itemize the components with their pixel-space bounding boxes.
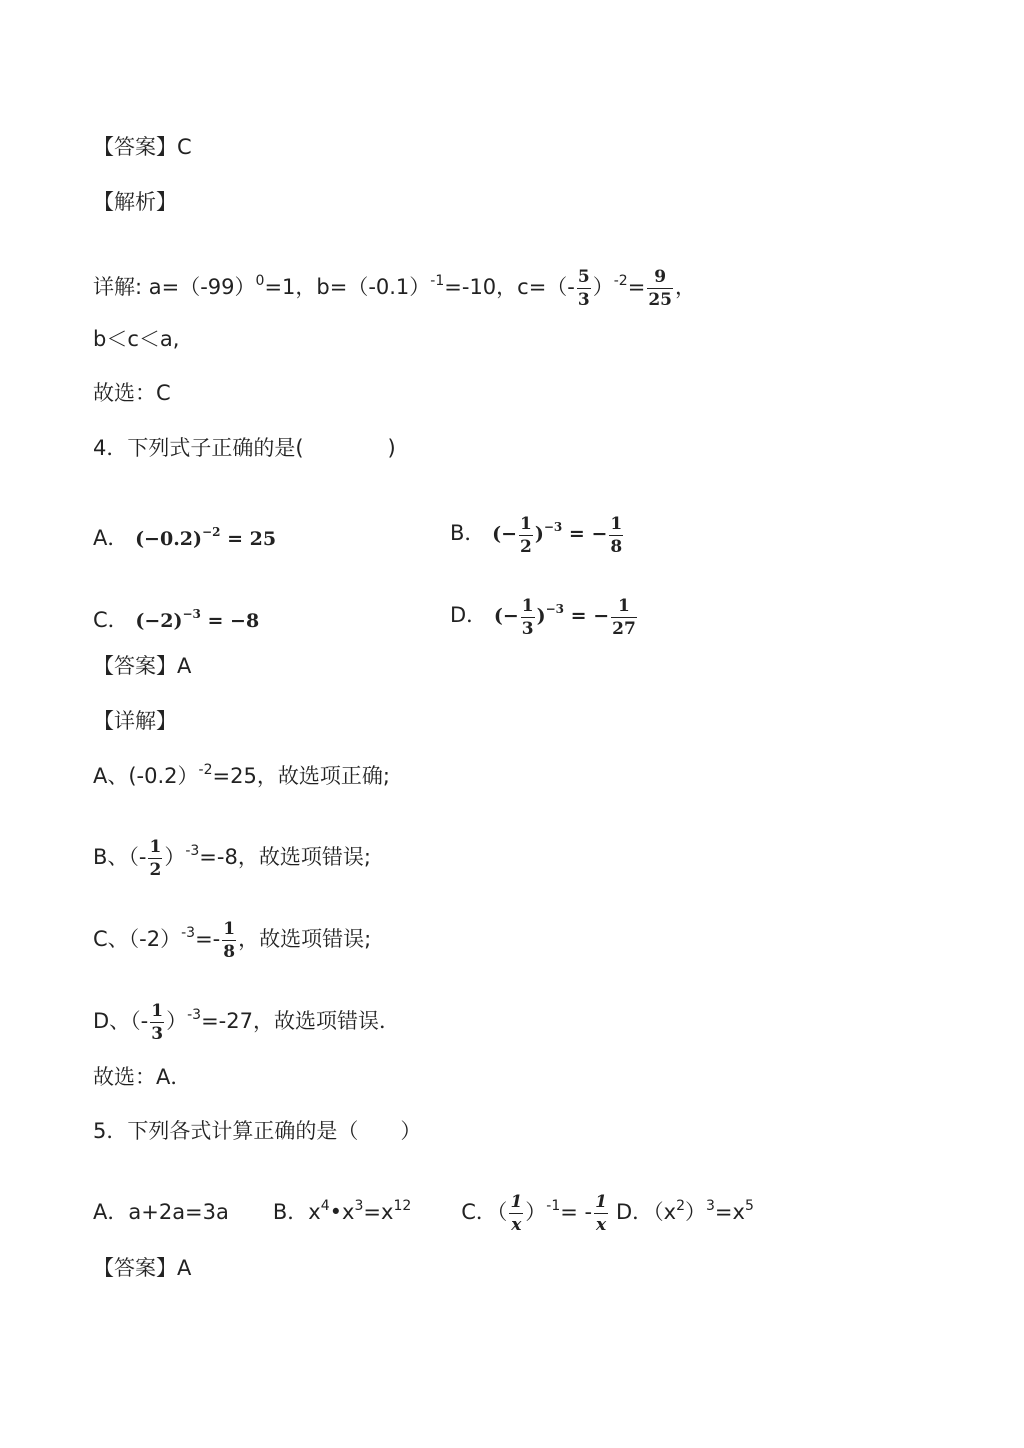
q5-option-c-result-numerator: 1	[595, 1191, 607, 1212]
q5-option-b-eq: =x	[363, 1200, 394, 1224]
q4-detail-a-exp: -2	[198, 762, 213, 778]
q4-detail-b-denominator: 2	[149, 859, 162, 880]
q5-option-d-exp1: 2	[676, 1198, 685, 1214]
q5-stem: 5．下列各式计算正确的是（ ）	[93, 1119, 422, 1143]
q4-detail-c-mid: =-	[195, 927, 221, 951]
q4-detail-b-close: ）	[164, 845, 186, 869]
q5-option-c-exp: -1	[546, 1198, 561, 1214]
q4-detail-heading: 【详解】	[93, 709, 177, 733]
q5-option-c-pre: C．（	[461, 1200, 508, 1224]
q4-option-b-result-numerator: 1	[610, 513, 623, 534]
q5-option-c-numerator: 1	[510, 1191, 523, 1212]
fraction-result-numerator: 9	[647, 267, 673, 289]
q5-options-row	[93, 1176, 754, 1248]
q4-option-d-result	[611, 596, 637, 639]
q5-option-a: A．a+2a=3a	[93, 1200, 229, 1224]
analysis-heading: 【解析】	[93, 190, 177, 214]
q4-option-d-exp: −3	[545, 602, 565, 616]
q5-option-b	[273, 1200, 411, 1224]
q4-option-d-open: (−	[493, 605, 519, 627]
q5-option-b-exp2: 3	[354, 1198, 364, 1214]
q4-option-c	[93, 590, 259, 651]
q4-option-c-rhs: = −8	[207, 610, 260, 632]
q4-option-d-formula	[493, 595, 639, 639]
q4-detail-c-post: ，故选项错误;	[238, 927, 372, 951]
q4-detail-b	[93, 821, 371, 893]
q4-detail-a	[93, 761, 390, 791]
choice-q3: 故选：C	[93, 381, 171, 405]
q5-option-d-exp3: 5	[744, 1198, 754, 1214]
q4-option-a-base: (−0.2)	[135, 528, 203, 550]
q4-option-c-label: C．	[93, 608, 129, 632]
q4-option-b-fraction	[519, 514, 533, 557]
q4-option-d-numerator: 1	[521, 595, 534, 616]
q4-option-b	[450, 493, 625, 574]
q4-detail-c-numerator: 1	[223, 918, 236, 939]
answer-q3: 【答案】C	[93, 135, 192, 159]
fraction-c-numerator: 5	[577, 266, 590, 287]
detail-q3	[93, 252, 696, 322]
q4-detail-d	[93, 985, 400, 1057]
q4-option-d-denominator: 3	[521, 618, 534, 639]
q5-option-d-eq: =x	[714, 1200, 745, 1224]
q5-option-c	[461, 1191, 610, 1235]
q4-detail-d-denominator: 3	[151, 1023, 164, 1044]
q5-option-c-fraction	[509, 1192, 523, 1235]
exp-c: -2	[613, 273, 628, 289]
q4-detail-b-pre: B、（-	[93, 845, 147, 869]
q4-option-a	[93, 508, 276, 569]
q4-option-b-result	[609, 514, 623, 557]
detail-q3-tail: ，	[674, 275, 696, 299]
q4-option-a-exp: −2	[202, 525, 221, 539]
q4-detail-b-fraction	[148, 837, 162, 880]
q4-detail-d-pre: D、（-	[93, 1009, 149, 1033]
q4-option-d	[450, 575, 639, 656]
fraction-result-denominator: 25	[648, 289, 672, 310]
q4-detail-d-numerator: 1	[151, 1000, 164, 1021]
q4-detail-d-exp: -3	[187, 1007, 202, 1023]
q5-option-b-exp1: 4	[320, 1198, 330, 1214]
q4-option-b-denominator: 2	[520, 536, 532, 557]
q4-detail-c	[93, 903, 371, 975]
q5-option-d-pre: D．（x	[615, 1200, 677, 1224]
q4-detail-c-exp: -3	[181, 925, 196, 941]
q4-option-d-fraction	[521, 596, 535, 639]
fraction-result	[647, 267, 673, 310]
q4-detail-d-post: =-27，故选项错误．	[201, 1009, 400, 1033]
q4-answer: 【答案】A	[93, 654, 192, 678]
q5-option-b-mid: •x	[329, 1200, 355, 1224]
exp-a: 0	[255, 273, 265, 289]
q4-stem: 4．下列式子正确的是( )	[93, 436, 396, 460]
q5-option-c-close: ）	[525, 1200, 547, 1224]
q4-detail-c-fraction	[222, 919, 236, 962]
q4-detail-b-post: =-8，故选项错误;	[199, 845, 371, 869]
detail-q3-prefix: 详解: a=（-99）	[93, 275, 256, 299]
detail-q3-part-c: =-10，c=（-	[444, 275, 575, 299]
q5-option-d-exp2: 3	[705, 1198, 715, 1214]
q4-option-d-eq: = −	[570, 605, 610, 627]
q5-option-c-result	[594, 1192, 608, 1235]
q4-option-c-exp: −3	[182, 607, 201, 621]
detail-q3-close: ）	[592, 275, 614, 299]
q4-detail-d-close: ）	[166, 1009, 188, 1033]
q4-option-a-formula	[135, 525, 277, 550]
q4-option-a-label: A．	[93, 526, 129, 550]
q5-option-c-denominator: x	[511, 1214, 522, 1235]
q4-option-b-formula	[492, 513, 625, 557]
fraction-c-denominator: 3	[577, 289, 590, 310]
q4-option-b-eq: = −	[568, 523, 608, 545]
q5-option-c-result-denominator: x	[595, 1214, 607, 1235]
exp-b: -1	[430, 273, 445, 289]
detail-q3-part-b: =1，b=（-0.1）	[264, 275, 431, 299]
q4-option-d-close: )	[536, 605, 546, 627]
q4-choice: 故选：A．	[93, 1065, 192, 1089]
q4-detail-d-fraction	[150, 1001, 164, 1044]
q4-option-c-formula	[135, 607, 260, 632]
q4-option-b-exp: −3	[543, 520, 563, 534]
q4-detail-b-numerator: 1	[149, 836, 162, 857]
q4-option-b-numerator: 1	[520, 513, 532, 534]
compare-q3: b＜c＜a,	[93, 327, 180, 351]
q4-option-c-base: (−2)	[135, 610, 183, 632]
q4-detail-a-post: =25，故选项正确;	[212, 764, 390, 788]
q4-option-a-rhs: = 25	[227, 528, 277, 550]
q5-answer: 【答案】A	[93, 1256, 192, 1280]
fraction-c	[577, 267, 591, 310]
q4-detail-c-denominator: 8	[223, 941, 236, 962]
q4-option-b-close: )	[534, 523, 544, 545]
q4-detail-c-pre: C、（-2）	[93, 927, 182, 951]
q4-option-d-result-numerator: 1	[611, 596, 637, 618]
detail-q3-eq: =	[627, 275, 646, 299]
q4-detail-a-pre: A、(-0.2）	[93, 764, 199, 788]
q5-option-d-close: ）	[684, 1200, 706, 1224]
q5-option-d	[616, 1200, 754, 1224]
q4-option-b-result-denominator: 8	[610, 536, 623, 557]
q5-option-b-exp3: 12	[393, 1198, 412, 1214]
q4-option-d-result-denominator: 27	[612, 618, 636, 639]
q4-option-d-label: D．	[450, 603, 488, 627]
q4-option-b-label: B．	[450, 521, 486, 545]
q4-detail-b-exp: -3	[185, 843, 200, 859]
q5-option-c-eq: = -	[560, 1200, 593, 1224]
q4-option-b-open: (−	[492, 523, 518, 545]
q5-option-b-pre: B．x	[272, 1200, 321, 1224]
